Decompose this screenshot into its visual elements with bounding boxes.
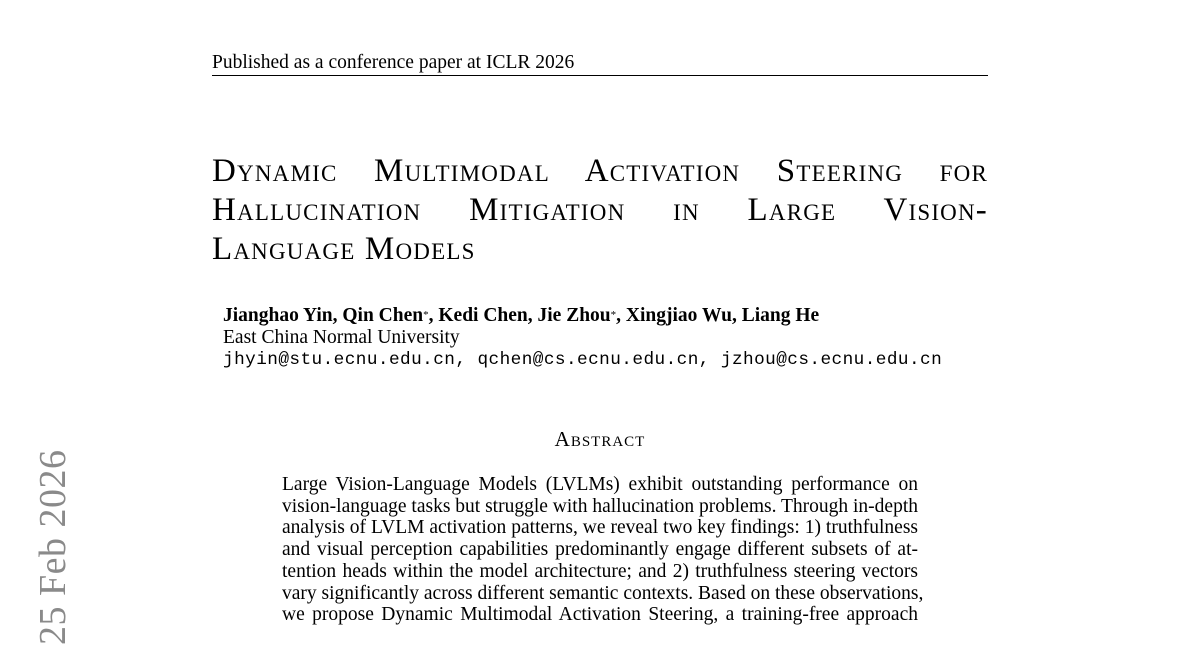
abstract-line: and visual perception capabilities predominantly engage different subsets of at- [282, 539, 918, 561]
abstract-line: vary significantly across different semantic contexts. Based on these observations, [282, 583, 918, 605]
running-header: Published as a conference paper at ICLR 2026 [212, 50, 988, 76]
abstract-line: tention heads within the model architecture; and 2) truthfulness steering vectors [282, 561, 918, 583]
abstract-line: vision-language tasks but struggle with hallucination problems. Through in-depth [282, 496, 918, 518]
title-line-2: Hallucination Mitigation in Large Vision- [212, 191, 988, 230]
author-list [223, 304, 819, 328]
paper-title [212, 152, 988, 269]
title-line-1: Dynamic Multimodal Activation Steering for [212, 152, 988, 191]
abstract-line: analysis of LVLM activation patterns, we reveal two key findings: 1) truthfulness [282, 517, 918, 539]
author-emails: jhyin@stu.ecnu.edu.cn, qchen@cs.ecnu.edu.cn, jzhou@cs.ecnu.edu.cn [223, 348, 942, 372]
abstract-line: we propose Dynamic Multimodal Activation Steering, a training-free approach [282, 604, 918, 626]
author-segment-2: , Kedi Chen, Jie Zhou [429, 305, 611, 326]
author-segment-3: , Xingjiao Wu, Liang He [616, 305, 819, 326]
corresponding-mark-2: * [611, 309, 617, 321]
author-segment-1: Jianghao Yin, Qin Chen [223, 305, 423, 326]
affiliation: East China Normal University [223, 326, 460, 350]
abstract-line: Large Vision-Language Models (LVLMs) exhibit outstanding performance on [282, 474, 918, 496]
arxiv-date-stamp: 25 Feb 2026 [33, 450, 73, 645]
corresponding-mark-1: * [423, 309, 429, 321]
abstract-heading: Abstract [0, 426, 1200, 452]
abstract-body [282, 474, 918, 626]
title-line-3: Language Models [212, 230, 988, 269]
